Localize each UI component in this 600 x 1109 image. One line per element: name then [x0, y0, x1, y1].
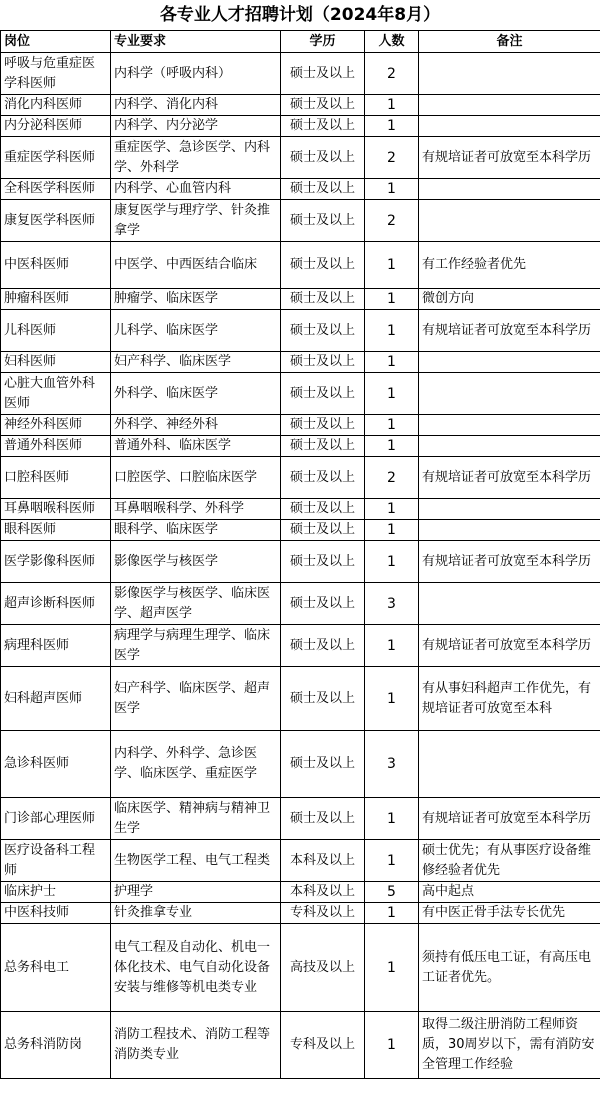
- table-row: [1, 436, 600, 457]
- cell-remarks: [419, 352, 600, 373]
- cell-major: 妇产科学、临床医学、超声医学: [111, 667, 281, 731]
- table-row: [1, 625, 600, 667]
- cell-remarks: 须持有低压电工证，有高压电工证者优先。: [419, 924, 600, 1012]
- table-row: [1, 95, 600, 116]
- cell-major: 儿科学、临床医学: [111, 310, 281, 352]
- cell-education: 高技及以上: [281, 924, 365, 1012]
- table-row: [1, 882, 600, 903]
- cell-count: 1: [365, 625, 419, 667]
- header-education: 学历: [281, 31, 365, 53]
- cell-remarks: [419, 373, 600, 415]
- cell-education: 硕士及以上: [281, 116, 365, 137]
- cell-major: 普通外科、临床医学: [111, 436, 281, 457]
- cell-education: 硕士及以上: [281, 583, 365, 625]
- cell-major: 内科学（呼吸内科）: [111, 53, 281, 95]
- cell-major: 耳鼻咽喉科学、外科学: [111, 499, 281, 520]
- table-row: [1, 667, 600, 731]
- cell-major: 康复医学与理疗学、针灸推拿学: [111, 200, 281, 242]
- cell-remarks: [419, 53, 600, 95]
- cell-remarks: 有规培证者可放宽至本科学历: [419, 137, 600, 179]
- table-row: [1, 798, 600, 840]
- cell-position: 呼吸与危重症医学科医师: [1, 53, 111, 95]
- cell-position: 妇科医师: [1, 352, 111, 373]
- cell-position: 全科医学科医师: [1, 179, 111, 200]
- cell-major: 中医学、中西医结合临床: [111, 242, 281, 289]
- cell-position: 门诊部心理医师: [1, 798, 111, 840]
- cell-major: 内科学、内分泌学: [111, 116, 281, 137]
- cell-education: 专科及以上: [281, 1012, 365, 1079]
- table-row: [1, 840, 600, 882]
- table-row: [1, 903, 600, 924]
- cell-major: 病理学与病理生理学、临床医学: [111, 625, 281, 667]
- table-row: [1, 924, 600, 1012]
- table-row: [1, 541, 600, 583]
- cell-count: 1: [365, 289, 419, 310]
- cell-position: 超声诊断科医师: [1, 583, 111, 625]
- cell-position: 医学影像科医师: [1, 541, 111, 583]
- cell-remarks: [419, 583, 600, 625]
- cell-count: 1: [365, 1012, 419, 1079]
- cell-remarks: 取得二级注册消防工程师资质，30周岁以下，需有消防安全管理工作经验: [419, 1012, 600, 1079]
- cell-education: 硕士及以上: [281, 625, 365, 667]
- cell-position: 妇科超声医师: [1, 667, 111, 731]
- cell-major: 消防工程技术、消防工程等消防类专业: [111, 1012, 281, 1079]
- header-count: 人数: [365, 31, 419, 53]
- cell-remarks: 有规培证者可放宽至本科学历: [419, 541, 600, 583]
- cell-remarks: [419, 200, 600, 242]
- table-row: [1, 415, 600, 436]
- cell-education: 硕士及以上: [281, 499, 365, 520]
- cell-remarks: 有从事妇科超声工作优先，有规培证者可放宽至本科: [419, 667, 600, 731]
- cell-position: 急诊科医师: [1, 731, 111, 798]
- cell-count: 1: [365, 116, 419, 137]
- cell-education: 硕士及以上: [281, 352, 365, 373]
- table-row: [1, 200, 600, 242]
- table-row: [1, 731, 600, 798]
- recruitment-table: [0, 30, 600, 1079]
- cell-count: 1: [365, 840, 419, 882]
- cell-position: 重症医学科医师: [1, 137, 111, 179]
- table-row: [1, 289, 600, 310]
- cell-remarks: 硕士优先；有从事医疗设备维修经验者优先: [419, 840, 600, 882]
- cell-remarks: 有规培证者可放宽至本科学历: [419, 457, 600, 499]
- header-remarks: 备注: [419, 31, 600, 53]
- cell-position: 口腔科医师: [1, 457, 111, 499]
- cell-count: 2: [365, 200, 419, 242]
- cell-remarks: 有工作经验者优先: [419, 242, 600, 289]
- cell-remarks: 有规培证者可放宽至本科学历: [419, 625, 600, 667]
- cell-remarks: [419, 520, 600, 541]
- header-position: 岗位: [1, 31, 111, 53]
- cell-position: 眼科医师: [1, 520, 111, 541]
- cell-count: 1: [365, 310, 419, 352]
- cell-major: 内科学、外科学、急诊医学、临床医学、重症医学: [111, 731, 281, 798]
- cell-count: 1: [365, 373, 419, 415]
- cell-position: 心脏大血管外科医师: [1, 373, 111, 415]
- cell-count: 1: [365, 798, 419, 840]
- cell-education: 硕士及以上: [281, 95, 365, 116]
- cell-education: 本科及以上: [281, 840, 365, 882]
- cell-education: 硕士及以上: [281, 731, 365, 798]
- cell-count: 2: [365, 53, 419, 95]
- cell-position: 康复医学科医师: [1, 200, 111, 242]
- cell-education: 硕士及以上: [281, 798, 365, 840]
- cell-count: 2: [365, 137, 419, 179]
- cell-position: 儿科医师: [1, 310, 111, 352]
- cell-position: 病理科医师: [1, 625, 111, 667]
- cell-major: 肿瘤学、临床医学: [111, 289, 281, 310]
- cell-count: 1: [365, 541, 419, 583]
- table-row: [1, 137, 600, 179]
- cell-major: 护理学: [111, 882, 281, 903]
- cell-remarks: [419, 179, 600, 200]
- cell-position: 神经外科医师: [1, 415, 111, 436]
- cell-education: 硕士及以上: [281, 242, 365, 289]
- cell-education: 硕士及以上: [281, 457, 365, 499]
- cell-remarks: 微创方向: [419, 289, 600, 310]
- cell-count: 1: [365, 95, 419, 116]
- cell-count: 1: [365, 499, 419, 520]
- cell-count: 1: [365, 667, 419, 731]
- cell-remarks: 有中医正骨手法专长优先: [419, 903, 600, 924]
- cell-remarks: 有规培证者可放宽至本科学历: [419, 798, 600, 840]
- cell-position: 内分泌科医师: [1, 116, 111, 137]
- cell-position: 肿瘤科医师: [1, 289, 111, 310]
- cell-major: 口腔医学、口腔临床医学: [111, 457, 281, 499]
- cell-remarks: [419, 415, 600, 436]
- table-row: [1, 53, 600, 95]
- cell-major: 影像医学与核医学: [111, 541, 281, 583]
- cell-remarks: 高中起点: [419, 882, 600, 903]
- table-row: [1, 457, 600, 499]
- cell-count: 1: [365, 520, 419, 541]
- cell-education: 硕士及以上: [281, 415, 365, 436]
- cell-major: 针灸推拿专业: [111, 903, 281, 924]
- cell-major: 外科学、神经外科: [111, 415, 281, 436]
- cell-education: 硕士及以上: [281, 179, 365, 200]
- cell-education: 专科及以上: [281, 903, 365, 924]
- cell-count: 1: [365, 352, 419, 373]
- cell-count: 1: [365, 436, 419, 457]
- cell-education: 本科及以上: [281, 882, 365, 903]
- cell-education: 硕士及以上: [281, 289, 365, 310]
- cell-count: 3: [365, 583, 419, 625]
- table-row: [1, 583, 600, 625]
- table-row: [1, 520, 600, 541]
- cell-position: 医疗设备科工程师: [1, 840, 111, 882]
- cell-position: 耳鼻咽喉科医师: [1, 499, 111, 520]
- cell-count: 3: [365, 731, 419, 798]
- cell-major: 内科学、心血管内科: [111, 179, 281, 200]
- cell-remarks: [419, 731, 600, 798]
- header-major: 专业要求: [111, 31, 281, 53]
- cell-education: 硕士及以上: [281, 373, 365, 415]
- cell-education: 硕士及以上: [281, 310, 365, 352]
- cell-position: 临床护士: [1, 882, 111, 903]
- table-row: [1, 1012, 600, 1079]
- cell-remarks: [419, 116, 600, 137]
- cell-education: 硕士及以上: [281, 137, 365, 179]
- cell-count: 5: [365, 882, 419, 903]
- cell-major: 临床医学、精神病与精神卫生学: [111, 798, 281, 840]
- cell-count: 2: [365, 457, 419, 499]
- cell-count: 1: [365, 415, 419, 436]
- cell-position: 总务科消防岗: [1, 1012, 111, 1079]
- cell-education: 硕士及以上: [281, 436, 365, 457]
- cell-position: 总务科电工: [1, 924, 111, 1012]
- table-row: [1, 499, 600, 520]
- cell-position: 消化内科医师: [1, 95, 111, 116]
- table-body: [1, 53, 600, 1079]
- cell-education: 硕士及以上: [281, 667, 365, 731]
- cell-major: 眼科学、临床医学: [111, 520, 281, 541]
- table-row: [1, 116, 600, 137]
- cell-major: 生物医学工程、电气工程类: [111, 840, 281, 882]
- table-row: [1, 352, 600, 373]
- cell-count: 1: [365, 924, 419, 1012]
- cell-major: 妇产科学、临床医学: [111, 352, 281, 373]
- table-row: [1, 373, 600, 415]
- table-row: [1, 310, 600, 352]
- table-row: [1, 179, 600, 200]
- cell-count: 1: [365, 903, 419, 924]
- cell-position: 普通外科医师: [1, 436, 111, 457]
- table-header-row: [1, 31, 600, 53]
- cell-remarks: [419, 499, 600, 520]
- cell-education: 硕士及以上: [281, 520, 365, 541]
- cell-remarks: [419, 95, 600, 116]
- cell-remarks: 有规培证者可放宽至本科学历: [419, 310, 600, 352]
- cell-count: 1: [365, 179, 419, 200]
- cell-education: 硕士及以上: [281, 200, 365, 242]
- page-title: 各专业人才招聘计划（2024年8月）: [159, 5, 441, 25]
- cell-major: 外科学、临床医学: [111, 373, 281, 415]
- cell-position: 中医科医师: [1, 242, 111, 289]
- cell-major: 内科学、消化内科: [111, 95, 281, 116]
- cell-position: 中医科技师: [1, 903, 111, 924]
- cell-education: 硕士及以上: [281, 53, 365, 95]
- table-row: [1, 242, 600, 289]
- cell-major: 电气工程及自动化、机电一体化技术、电气自动化设备安装与维修等机电类专业: [111, 924, 281, 1012]
- cell-count: 1: [365, 242, 419, 289]
- cell-major: 重症医学、急诊医学、内科学、外科学: [111, 137, 281, 179]
- cell-major: 影像医学与核医学、临床医学、超声医学: [111, 583, 281, 625]
- cell-education: 硕士及以上: [281, 541, 365, 583]
- cell-remarks: [419, 436, 600, 457]
